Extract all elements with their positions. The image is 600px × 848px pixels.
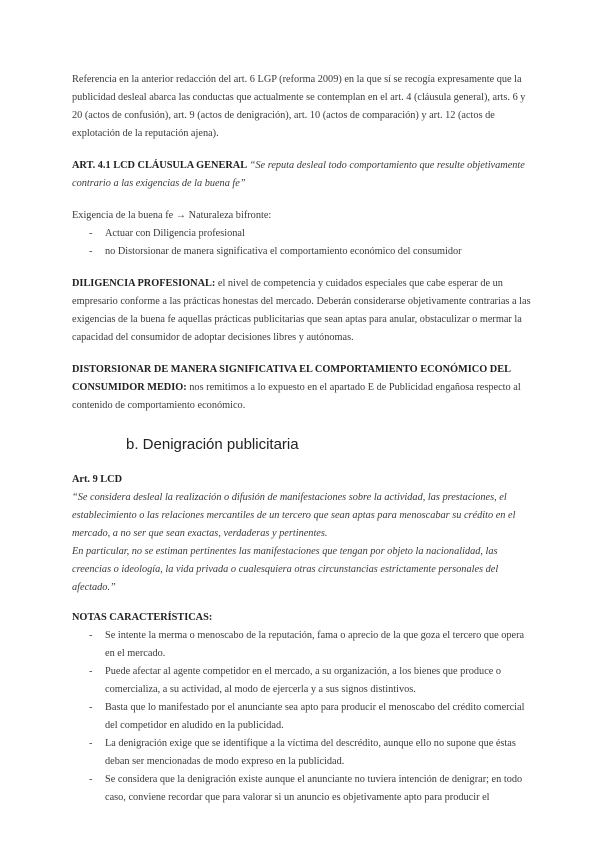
notes-list [72, 627, 532, 807]
list-item: - no Distorsionar de manera significativa el comportamiento económico del consumidor [72, 243, 532, 261]
distorsionar-label: DISTORSIONAR DE MANERA SIGNIFICATIVA EL COMPORTAMIENTO ECONÓMICO DEL CONSUMIDOR MEDIO: [72, 364, 511, 393]
exigencia-block [72, 207, 532, 261]
list-item: - Actuar con Diligencia profesional [72, 225, 532, 243]
section-b-heading: b. Denigración publicitaria [126, 436, 299, 453]
diligencia-paragraph [72, 275, 532, 347]
art9-title: Art. 9 LCD [72, 474, 123, 485]
list-item: - Se intente la merma o menoscabo de la reputación, fama o aprecio de la que goza el tercero que opera en el mercado. [72, 627, 532, 663]
art41-quote: “Se reputa desleal todo comportamiento que resulte objetivamente contrario a las exigencias de la buena fe” [72, 160, 525, 189]
art9-quote-paragraph-1: “Se considera desleal la realización o difusión de manifestaciones sobre la actividad, las prestaciones, el establecimiento o las relaciones mercantiles de un tercero que sean aptas para menoscabar su crédito en el mercado, a no ser que sean exactas, verdaderas y pertinentes. [72, 492, 516, 539]
art9-quote [72, 489, 532, 597]
exigencia-lead: Exigencia de la buena fe → Naturaleza bifronte: [72, 210, 272, 221]
distorsionar-text: nos remitimos a lo expuesto en el apartado E de Publicidad engañosa respecto al contenido de comportamiento económico. [72, 382, 521, 411]
list-item: - Basta que lo manifestado por el anunciante sea apto para producir el menoscabo del crédito comercial del competidor en aludido en la publicidad. [72, 699, 532, 735]
document-page [72, 71, 532, 807]
art41-paragraph [72, 157, 532, 193]
art41-label: ART. 4.1 LCD CLÁUSULA GENERAL [72, 160, 248, 171]
diligencia-text: el nivel de competencia y cuidados especiales que cabe esperar de un empresario conforme a las prácticas honestas del mercado. Deberán considerarse objetivamente contrarias a las exigencias de la buena fe aquellas prácticas publicitarias que sean aptas para anular, obstaculizar o mermar la capacidad del consumidor de adoptar decisiones libres y autónomas. [72, 278, 531, 343]
exigencia-list [72, 225, 532, 261]
notes-title: NOTAS CARACTERÍSTICAS: [72, 612, 213, 623]
list-item: - Puede afectar al agente competidor en el mercado, a su organización, a los bienes que produce o comercializa, a su actividad, al modo de ejercerla y a sus signos distintivos. [72, 663, 532, 699]
distorsionar-paragraph [72, 361, 532, 415]
list-item: - La denigración exige que se identifique a la víctima del descrédito, aunque ello no supone que éstas deban ser mencionadas de modo expreso en la publicidad. [72, 735, 532, 771]
diligencia-label: DILIGENCIA PROFESIONAL: [72, 278, 216, 289]
list-item: - Se considera que la denigración existe aunque el anunciante no tuviera intención de denigrar; en todo caso, conviene recordar que para valorar si un anuncio es objetivamente apto para producir el [72, 771, 532, 807]
intro-paragraph: Referencia en la anterior redacción del art. 6 LGP (reforma 2009) en la que sí se recogía expresamente que la publicidad desleal abarca las conductas que actualmente se contemplan en el art. 4 (cláusula general), arts. 6 y 20 (actos de confusión), art. 9 (actos de denigración), art. 10 (actos de comparación) y art. 12 (actos de explotación de la reputación ajena). [72, 74, 526, 139]
art9-quote-paragraph-2: En particular, no se estiman pertinentes las manifestaciones que tengan por objeto la nacionalidad, las creencias o ideología, la vida privada o cualesquiera otras circunstancias estrictamente personales del afectado.” [72, 546, 499, 593]
